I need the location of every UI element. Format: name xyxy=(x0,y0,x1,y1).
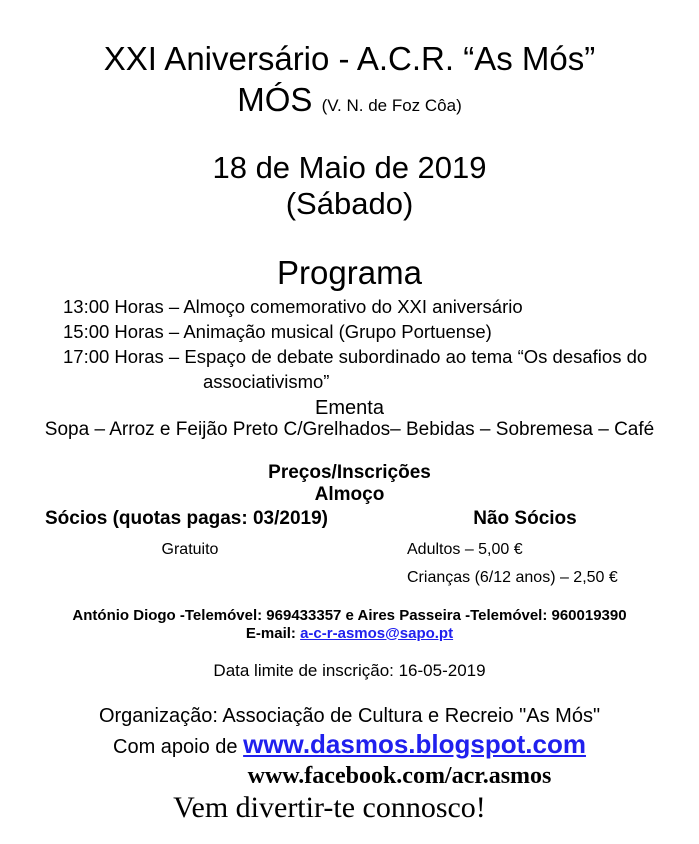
location-region: (V. N. de Foz Côa) xyxy=(321,96,462,115)
program-item-1700: 17:00 Horas – Espaço de debate subordinado ao tema “Os desafios do xyxy=(63,346,648,367)
registration-deadline: Data limite de inscrição: 16-05-2019 xyxy=(213,661,486,680)
children-price: Crianças (6/12 anos) – 2,50 € xyxy=(407,569,618,586)
location-name: MÓS xyxy=(237,81,313,118)
pricing-columns xyxy=(0,508,699,587)
support-line xyxy=(0,729,699,763)
email-line xyxy=(0,625,699,643)
pricing-heading: Preços/Inscrições xyxy=(268,462,431,483)
menu-text: Sopa – Arroz e Feijão Preto C/Grelhados– Bebidas – Sobremesa – Café xyxy=(44,419,655,440)
program-heading: Programa xyxy=(277,254,422,291)
program-item-1500: 15:00 Horas – Animação musical (Grupo Portuense) xyxy=(63,321,492,342)
adults-price: Adultos – 5,00 € xyxy=(407,541,523,558)
slogan: Vem divertir-te connosco! xyxy=(173,791,486,824)
event-title: XXI Aniversário - A.C.R. “As Mós” xyxy=(103,40,596,77)
event-weekday: (Sábado) xyxy=(285,186,414,221)
email-label: E-mail: xyxy=(245,624,296,642)
support-label: Com apoio de xyxy=(113,736,238,758)
program-list xyxy=(63,294,659,394)
members-header: Sócios (quotas pagas: 03/2019) xyxy=(45,508,328,529)
pricing-subheading: Almoço xyxy=(314,484,385,505)
email-link[interactable]: a-c-r-asmos@sapo.pt xyxy=(300,624,454,642)
program-item-1300: 13:00 Horas – Almoço comemorativo do XXI aniversário xyxy=(63,296,523,317)
non-members-header: Não Sócios xyxy=(473,508,577,529)
facebook-url: www.facebook.com/acr.asmos xyxy=(247,763,552,789)
menu-heading: Ementa xyxy=(315,397,384,419)
blog-link[interactable]: www.dasmos.blogspot.com xyxy=(243,729,586,759)
contact-phones: António Diogo -Telemóvel: 969433357 e Aires Passeira -Telemóvel: 960019390 xyxy=(72,607,627,624)
members-column xyxy=(40,508,340,559)
organization-line: Organização: Associação de Cultura e Recreio "As Mós" xyxy=(98,705,601,727)
location-line xyxy=(0,79,699,126)
members-price: Gratuito xyxy=(161,541,219,558)
non-members-column xyxy=(390,508,660,587)
event-date: 18 de Maio de 2019 xyxy=(212,150,487,185)
program-item-1700-wrap: associativismo” xyxy=(203,371,330,392)
